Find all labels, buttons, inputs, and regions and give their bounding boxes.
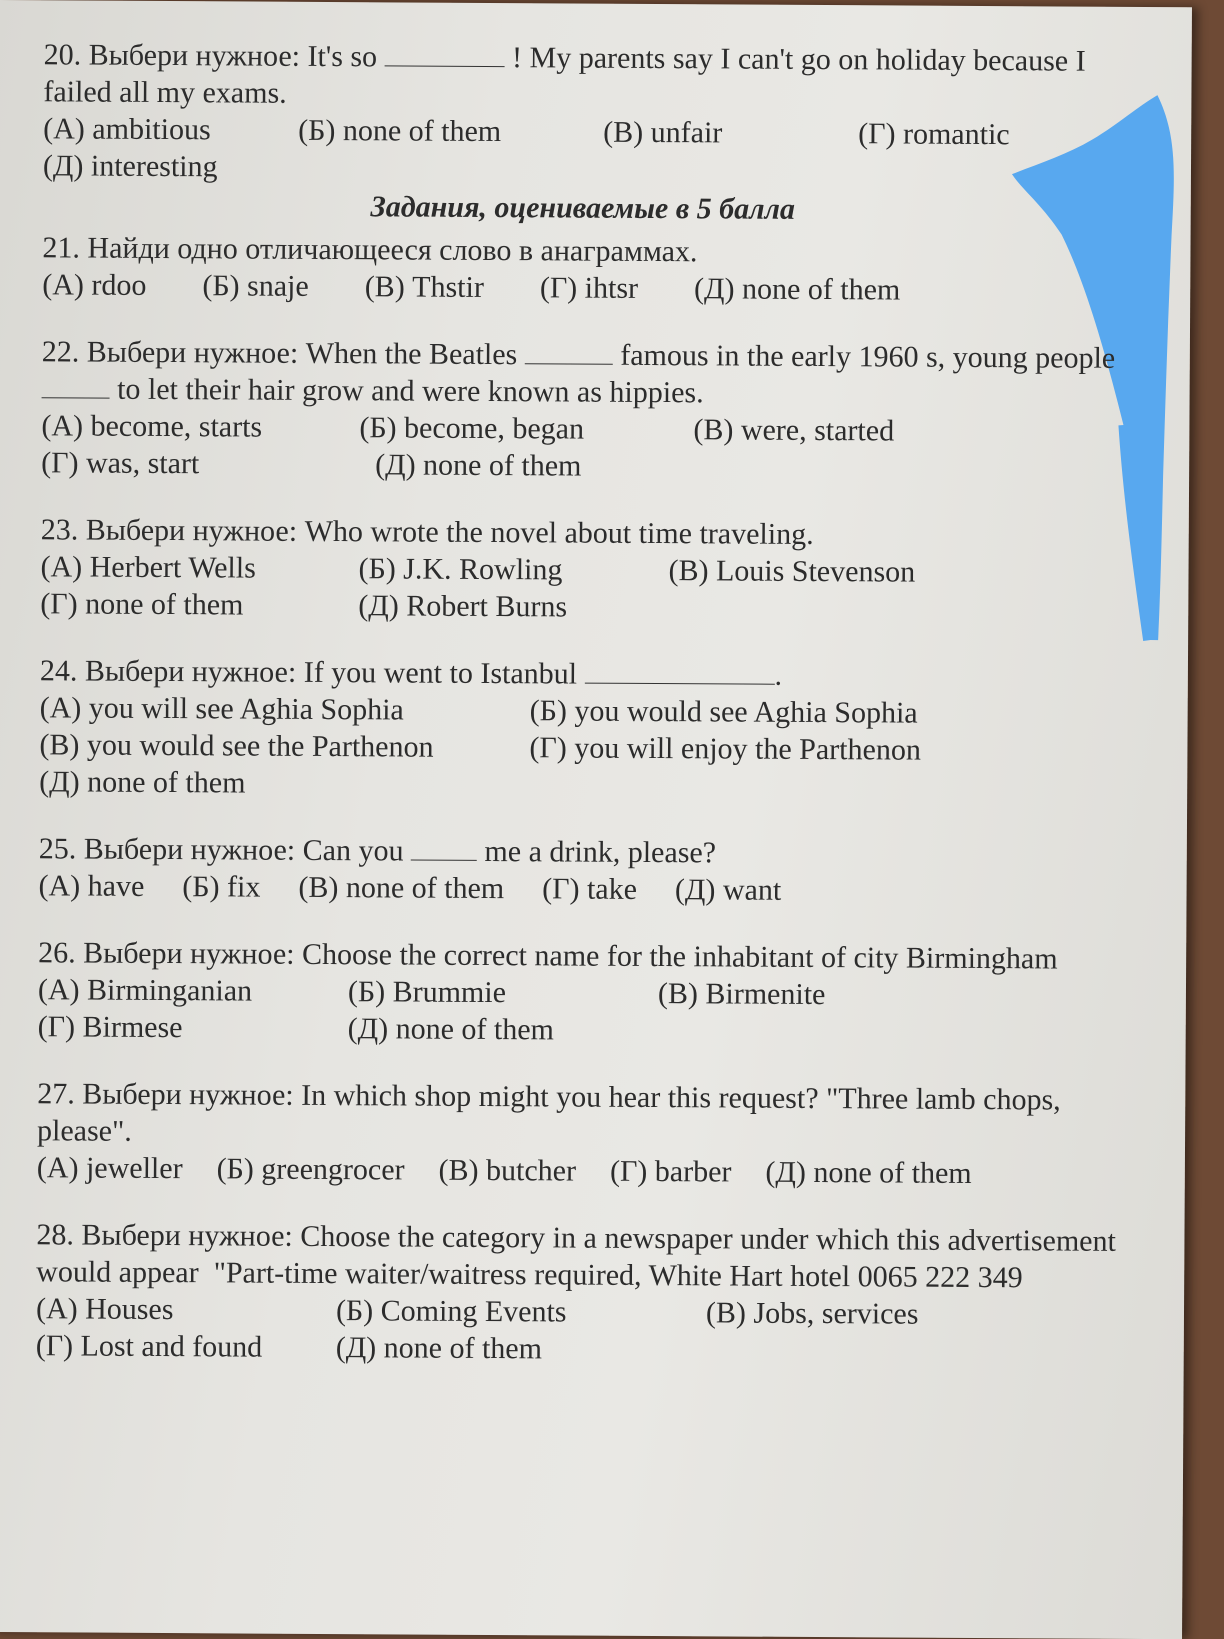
option-g[interactable]: (Г) you will enjoy the Parthenon — [529, 731, 921, 767]
answer-options — [42, 266, 1122, 310]
answer-options — [38, 867, 1118, 911]
question-text: 26. Выбери нужное: Choose the correct name for the inhabitant of city Birmingham — [38, 936, 1058, 976]
option-d[interactable]: (Д) none of them — [347, 1012, 555, 1047]
answer-blank — [385, 43, 505, 67]
question-text: 24. Выбери нужное: If you went to Istanbul — [39, 654, 585, 691]
option-g[interactable]: (Г) ihtsr — [539, 271, 639, 305]
option-a[interactable]: (А) become, starts — [41, 409, 263, 444]
option-a[interactable]: (А) Birminganian — [37, 973, 253, 1008]
option-v[interactable]: (В) Birmenite — [657, 977, 826, 1012]
question-20 — [43, 36, 1124, 191]
question-21 — [42, 229, 1122, 310]
answer-blank — [411, 838, 477, 861]
question-text: 28. Выбери нужное: Choose the category in a newspaper under which this advertisement would appear "Part-time waiter/waitress required, White Hart hotel 0065 222 349 — [36, 1218, 1131, 1295]
option-d[interactable]: (Д) none of them — [335, 1331, 543, 1366]
option-v[interactable]: (В) you would see the Parthenon — [39, 728, 434, 764]
option-g[interactable]: (Г) barber — [609, 1154, 732, 1189]
option-d[interactable]: (Д) Robert Burns — [358, 589, 568, 624]
option-g[interactable]: (Г) Birmese — [37, 1010, 183, 1045]
option-a[interactable]: (А) Houses — [35, 1292, 174, 1327]
option-b[interactable]: (Б) you would see Aghia Sophia — [529, 694, 918, 730]
option-b[interactable]: (Б) Coming Events — [335, 1294, 567, 1329]
option-v[interactable]: (В) were, started — [693, 413, 895, 448]
option-v[interactable]: (В) Jobs, services — [705, 1296, 919, 1331]
question-text: 22. Выбери нужное: When the Beatles — [41, 335, 525, 372]
option-v[interactable]: (В) none of them — [298, 870, 505, 906]
option-d[interactable]: (Д) none of them — [39, 765, 246, 800]
question-text: 27. Выбери нужное: In which shop might you hear this request? "Three lamb chops, please". — [36, 1077, 1069, 1148]
option-b[interactable]: (Б) J.K. Rowling — [358, 552, 563, 587]
option-b[interactable]: (Б) none of them — [298, 113, 502, 149]
option-a[interactable]: (А) have — [38, 869, 145, 903]
answer-options — [40, 548, 1120, 629]
option-v[interactable]: (В) Thstir — [364, 270, 485, 304]
question-27 — [37, 1075, 1118, 1193]
option-d[interactable]: (Д) want — [674, 873, 782, 907]
question-text: 21. Найди одно отличающееся слово в анаграммах. — [42, 231, 698, 269]
question-24 — [39, 652, 1120, 807]
option-g[interactable]: (Г) Lost and found — [35, 1329, 263, 1364]
option-g[interactable]: (Г) none of them — [40, 587, 244, 622]
answer-options — [39, 689, 1120, 807]
question-25 — [38, 830, 1118, 911]
option-d[interactable]: (Д) none of them — [375, 448, 582, 483]
question-text: ! My parents say I can't go on holiday because I failed all my exams. — [43, 41, 1094, 110]
answer-blank — [584, 661, 774, 685]
answer-blank — [42, 375, 110, 398]
option-b[interactable]: (Б) Brummie — [347, 975, 507, 1010]
option-b[interactable]: (Б) greengrocer — [216, 1152, 405, 1187]
question-26 — [38, 934, 1119, 1052]
question-text: 25. Выбери нужное: Can you — [38, 832, 412, 868]
answer-options — [36, 1290, 1116, 1371]
option-a[interactable]: (А) you will see Aghia Sophia — [39, 691, 404, 727]
option-g[interactable]: (Г) romantic — [858, 117, 1010, 152]
option-b[interactable]: (Б) become, began — [359, 411, 585, 446]
question-text: 20. Выбери нужное: It's so — [43, 38, 385, 74]
option-b[interactable]: (Б) fix — [182, 870, 261, 904]
test-page — [35, 36, 1131, 1371]
option-a[interactable]: (А) Herbert Wells — [40, 550, 256, 585]
question-text: . — [774, 658, 783, 692]
section-heading: Задания, оцениваемые в 5 балла — [370, 190, 796, 226]
question-text: to let their hair grow and were known as hippies. — [109, 372, 704, 410]
option-v[interactable]: (В) Louis Stevenson — [668, 554, 916, 589]
answer-options — [43, 110, 1123, 191]
option-a[interactable]: (А) ambitious — [43, 112, 211, 147]
question-22 — [41, 333, 1122, 488]
question-text: famous in the early 1960 s, young people — [612, 338, 1123, 375]
answer-options — [37, 1149, 1117, 1193]
question-text: me a drink, please? — [476, 834, 717, 870]
question-text: 23. Выбери нужное: Who wrote the novel about time traveling. — [40, 513, 814, 551]
option-g[interactable]: (Г) was, start — [41, 446, 200, 481]
option-a[interactable]: (А) jeweller — [36, 1151, 183, 1186]
option-d[interactable]: (Д) none of them — [693, 272, 901, 307]
question-28 — [35, 1216, 1131, 1371]
question-23 — [40, 511, 1121, 629]
answer-options — [41, 407, 1121, 488]
option-v[interactable]: (В) butcher — [438, 1153, 577, 1188]
answer-blank — [525, 341, 613, 365]
option-d[interactable]: (Д) interesting — [42, 149, 218, 184]
option-d[interactable]: (Д) none of them — [765, 1155, 972, 1190]
option-g[interactable]: (Г) take — [542, 872, 638, 906]
answer-options — [38, 971, 1118, 1052]
option-b[interactable]: (Б) snaje — [202, 269, 309, 303]
option-a[interactable]: (А) rdoo — [42, 268, 147, 302]
option-v[interactable]: (В) unfair — [603, 115, 723, 150]
